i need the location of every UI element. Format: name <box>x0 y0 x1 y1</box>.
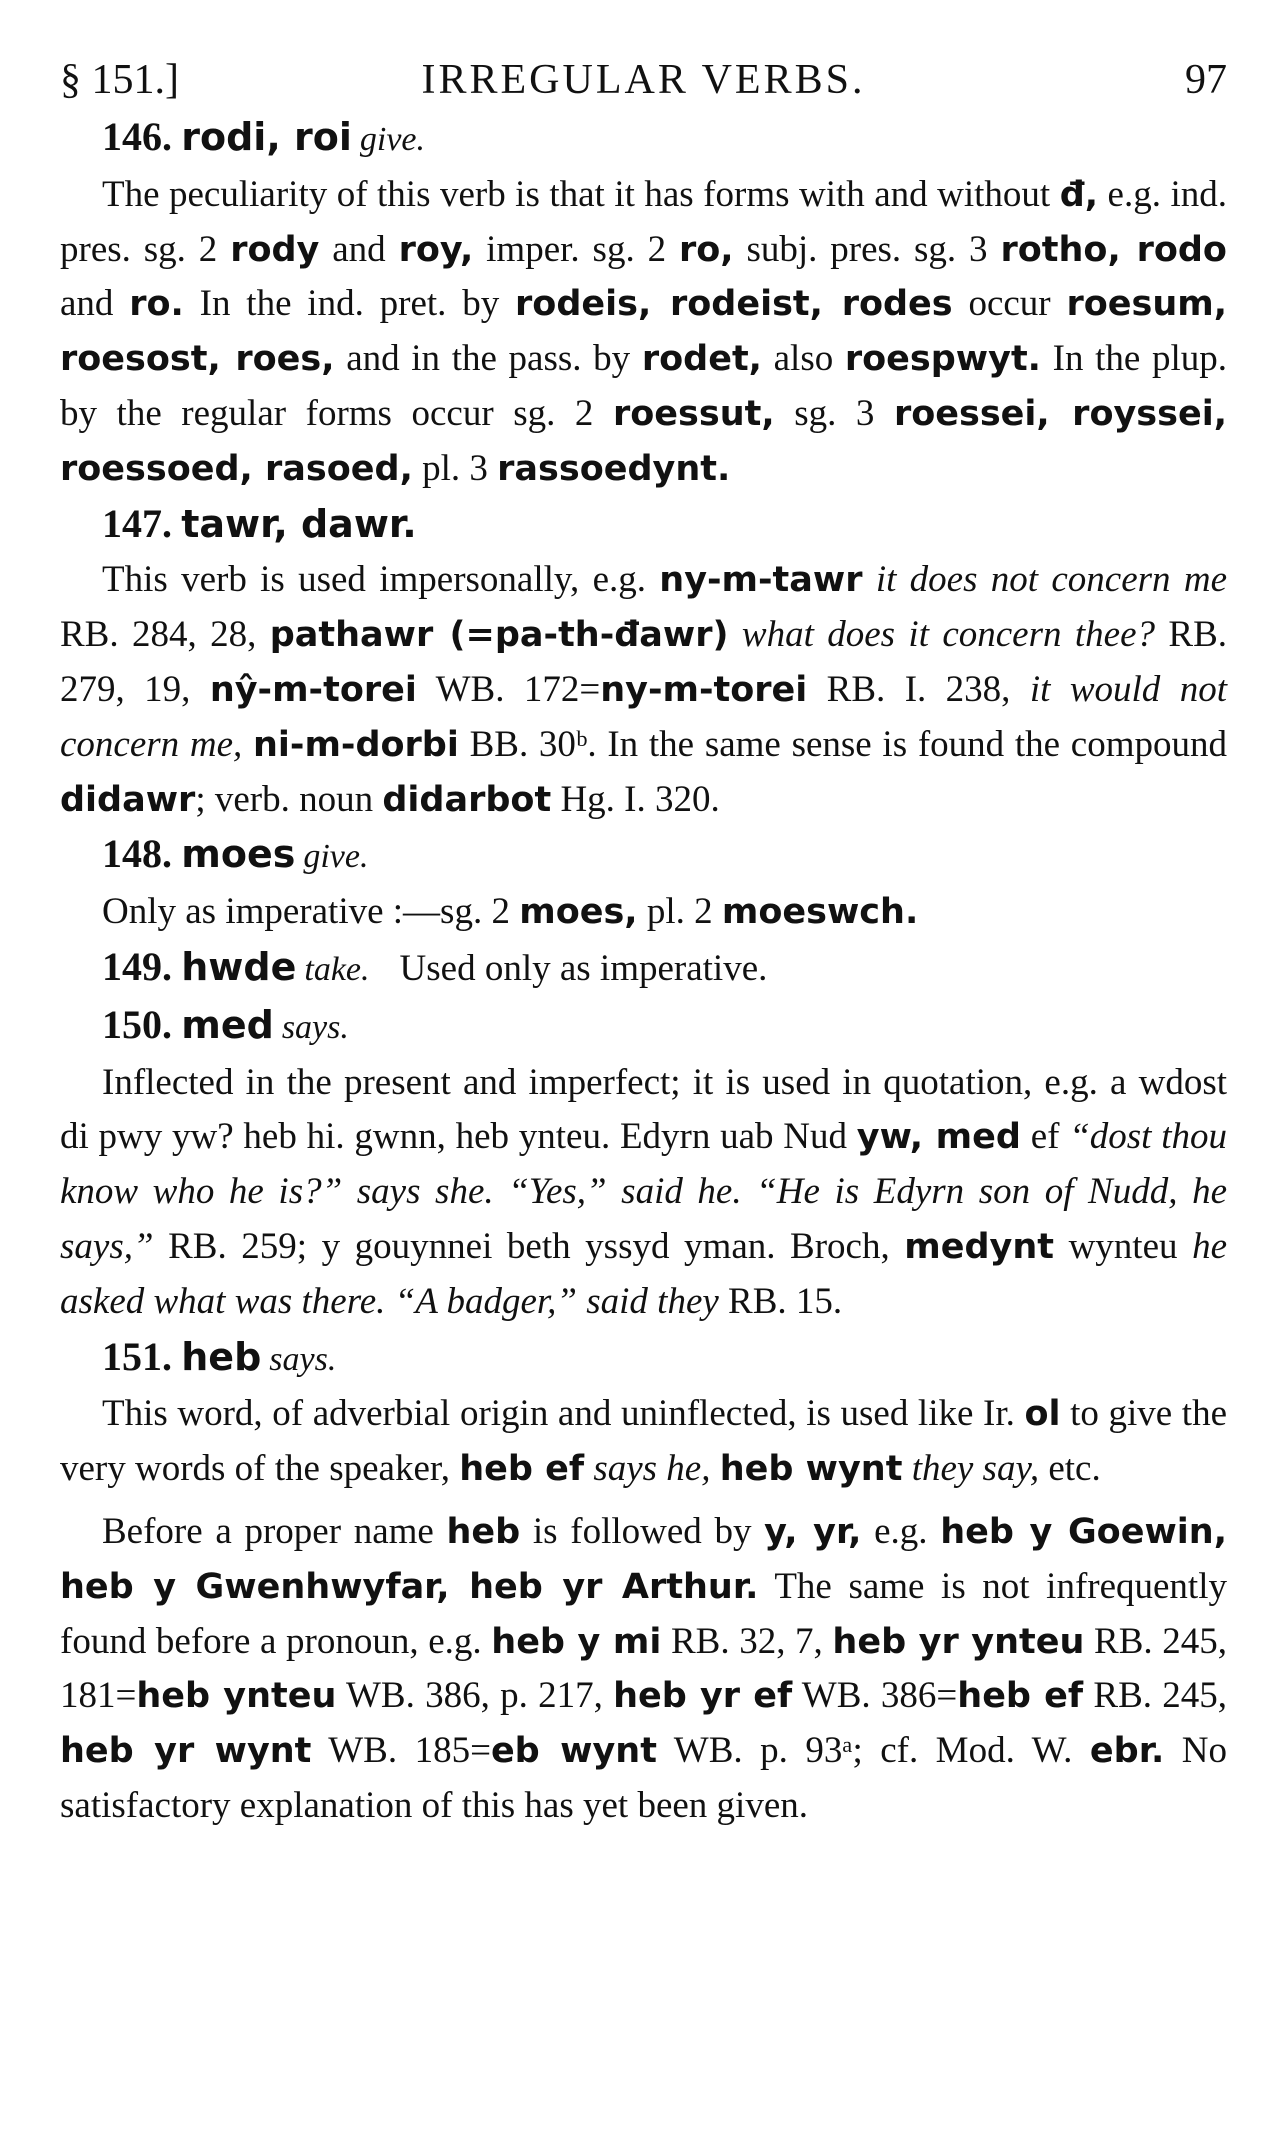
welsh-form: heb y Goewin, heb y Gwenhwyfar, heb yr Arthur. <box>60 1511 1228 1607</box>
welsh-form: roespwyt. <box>844 339 1041 380</box>
welsh-form: rodeis, rodeist, rodes <box>515 284 953 325</box>
headword: heb <box>181 1334 262 1379</box>
entry-heading <box>102 110 1227 168</box>
welsh-form: đ, <box>1059 174 1099 215</box>
welsh-form: ni-m-dorbi <box>253 724 459 765</box>
headword: med <box>181 1002 274 1047</box>
welsh-form: ol <box>1024 1394 1061 1435</box>
welsh-form: moeswch. <box>721 892 919 933</box>
welsh-form: heb yr wynt <box>60 1731 312 1772</box>
entry-number: 149. <box>102 943 172 989</box>
running-header <box>60 50 1227 110</box>
headword-gloss: give. <box>303 838 369 876</box>
entry-list <box>60 110 1227 1834</box>
welsh-form: heb ynteu <box>136 1676 337 1717</box>
welsh-form: pathawr (=pa-th-đawr) <box>269 615 729 656</box>
gloss-italic: he asked what was there. “A badger,” said they <box>60 1225 1227 1322</box>
welsh-form: heb <box>446 1511 521 1552</box>
entry-number: 146. <box>102 114 172 159</box>
welsh-form: ny-m-tawr <box>659 560 863 601</box>
entry-paragraph: Only as imperative :—sg. 2 moes, pl. 2 moeswch. <box>102 891 919 933</box>
welsh-form: heb ef <box>957 1676 1084 1717</box>
headword-gloss: give. <box>359 121 426 158</box>
welsh-form: ny-m-torei <box>600 669 808 710</box>
welsh-form: y, yr, <box>764 1511 862 1552</box>
inline-note: Used only as imperative. <box>399 947 768 989</box>
headword-gloss: take. <box>304 950 370 988</box>
entry-number: 150. <box>102 1001 172 1047</box>
headword-gloss: says. <box>269 1340 337 1378</box>
welsh-form: heb y mi <box>491 1621 662 1662</box>
welsh-form: heb ef <box>459 1449 585 1490</box>
gloss-italic: says he, <box>593 1448 711 1490</box>
entry-heading <box>102 497 1227 554</box>
welsh-form: eb wynt <box>490 1731 657 1772</box>
headword: tawr, dawr. <box>181 501 417 546</box>
entry-paragraph: Before a proper name heb is followed by y, yr, e.g. heb y Goewin, heb y Gwenhwyfar, heb yr Arthur. The same is not infrequently found before a pronoun, e.g. heb y mi RB. 32, 7, heb yr ynteu RB. 245, 181=heb ynteu WB. 386, p. 217, heb yr ef WB. 386=heb ef RB. 245, heb yr wynt WB. 185=eb wynt WB. p. 93ᵃ; cf. Mod. W. ebr. No satisfactory explanation of this has yet been given. <box>60 1510 1228 1826</box>
gloss-italic: it would not concern me, <box>60 668 1227 765</box>
entry-number: 148. <box>102 831 172 877</box>
entry-heading <box>102 998 1227 1056</box>
welsh-form: rodet, <box>641 339 762 380</box>
headword-gloss: says. <box>281 1008 349 1046</box>
welsh-form: medynt <box>904 1226 1055 1267</box>
page-title: IRREGULAR VERBS. <box>421 57 866 103</box>
headword: rodi, roi <box>181 115 352 159</box>
welsh-form: moes, <box>519 892 638 933</box>
entry-paragraph: The peculiarity of this verb is that it has forms with and without đ, e.g. ind. pres. sg. 2 rody and roy, imper. sg. 2 ro, subj. pres. sg. 3 rotho, rodo and ro. In the ind. pret. by rodeis, rodeist, rodes occur roesum, roesost, roes, and in the pass. by rodet, also roespwyt. In the plup. by the regular forms occur sg. 2 roessut, sg. 3 roessei, royssei, roessoed, rasoed, pl. 3 rassoedynt. <box>60 173 1227 489</box>
welsh-form: ro, <box>678 229 734 270</box>
headword: moes <box>181 832 296 877</box>
entry-heading <box>102 1330 1227 1388</box>
welsh-form: rassoedynt. <box>497 448 731 489</box>
entry-heading <box>102 940 1227 998</box>
section-ref: § 151.] <box>60 57 179 103</box>
gloss-italic: they say, <box>911 1448 1040 1490</box>
page-number: 97 <box>1185 57 1227 103</box>
welsh-form: ebr. <box>1089 1731 1165 1772</box>
entry-paragraph: This verb is used impersonally, e.g. ny-m-tawr it does not concern me RB. 284, 28, pathawr (=pa-th-đawr) what does it concern thee? RB. 279, 19, nŷ-m-torei WB. 172=ny-m-torei RB. I. 238, it would not concern me, ni-m-dorbi BB. 30ᵇ. In the same sense is found the compound didawr; verb. noun didarbot Hg. I. 320. <box>60 559 1228 820</box>
welsh-form: roessei, royssei, roessoed, rasoed, <box>60 393 1227 489</box>
welsh-form: nŷ-m-torei <box>209 669 417 710</box>
headword: hwde <box>181 944 297 989</box>
welsh-form: rody <box>230 229 320 270</box>
gloss-italic: it does not concern me <box>875 559 1227 601</box>
book-page <box>60 50 1227 1834</box>
entry-number: 151. <box>102 1333 172 1379</box>
welsh-form: ro. <box>129 284 184 325</box>
welsh-form: heb yr ef <box>613 1676 793 1717</box>
welsh-form: heb wynt <box>719 1449 903 1490</box>
entry-number: 147. <box>102 500 172 546</box>
welsh-form: roy, <box>398 229 474 270</box>
entry-paragraph: This word, of adverbial origin and uninflected, is used like Ir. ol to give the very words of the speaker, heb ef says he, heb wynt they say, etc. <box>60 1393 1228 1490</box>
welsh-form: rotho, rodo <box>1000 229 1227 270</box>
entry-paragraph: Inflected in the present and imperfect; it is used in quotation, e.g. a wdost di pwy yw? heb hi. gwnn, heb ynteu. Edyrn uab Nud yw, med ef “dost thou know who he is?” says she. “Yes,” said he. “He is Edyrn son of Nudd, he says,” RB. 259; y gouynnei beth yssyd yman. Broch, medynt wynteu he asked what was there. “A badger,” said they RB. 15. <box>60 1061 1227 1322</box>
welsh-form: roessut, <box>612 393 775 434</box>
entry-heading <box>102 827 1227 885</box>
welsh-form: yw, med <box>856 1117 1021 1158</box>
welsh-form: heb yr ynteu <box>832 1621 1085 1662</box>
welsh-form: didarbot <box>382 779 552 820</box>
welsh-form: didawr <box>60 779 196 820</box>
gloss-italic: what does it concern thee? <box>741 614 1156 656</box>
gloss-italic: “dost thou know who he is?” says she. “Yes,” said he. “He is Edyrn son of Nudd, he says,” <box>60 1116 1227 1267</box>
welsh-form: roesum, roesost, roes, <box>60 284 1227 380</box>
